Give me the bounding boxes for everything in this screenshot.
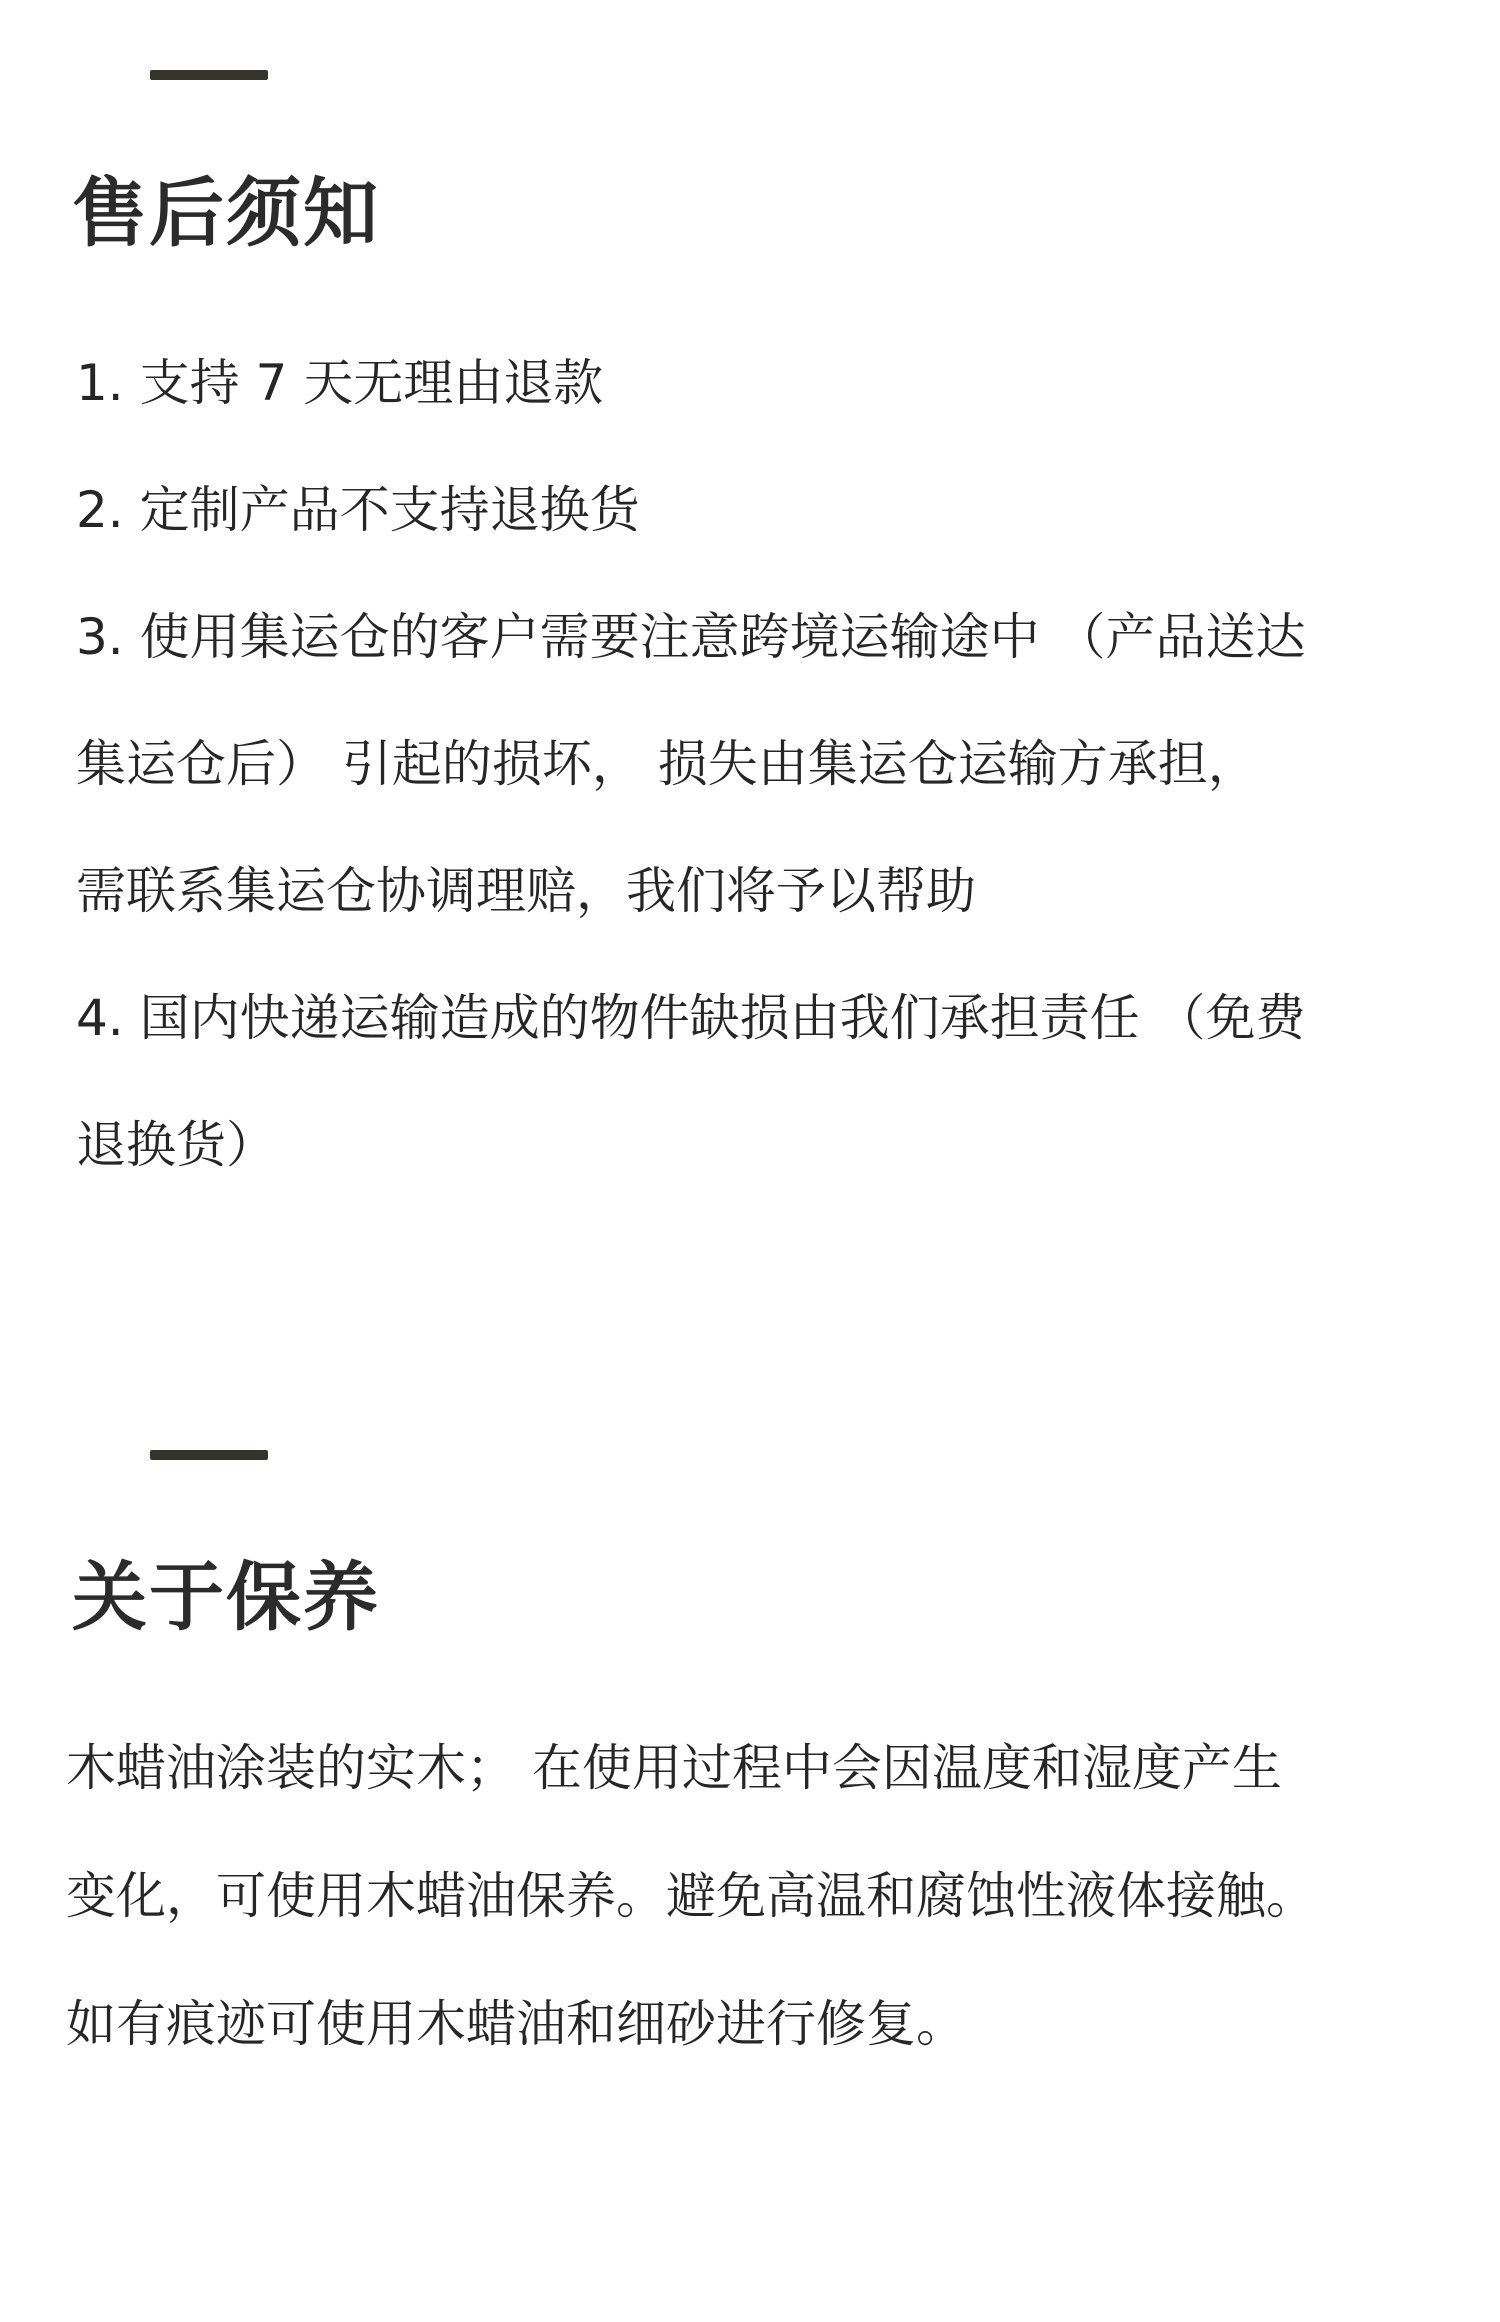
maintenance-line: 如有痕迹可使用木蜡油和细砂进行修复。 — [66, 1995, 966, 2053]
after-sales-line: 需联系集运仓协调理赔，我们将予以帮助 — [76, 862, 976, 920]
after-sales-line: 4. 国内快递运输造成的物件缺损由我们承担责任 （免费 — [76, 989, 1306, 1047]
section-divider-maintenance — [150, 1450, 268, 1460]
after-sales-line: 退换货） — [76, 1116, 276, 1174]
after-sales-line: 3. 使用集运仓的客户需要注意跨境运输途中 （产品送达 — [76, 608, 1306, 666]
maintenance-line: 变化，可使用木蜡油保养。避免高温和腐蚀性液体接触。 — [66, 1867, 1316, 1925]
after-sales-line: 1. 支持 7 天无理由退款 — [76, 354, 604, 412]
after-sales-line: 2. 定制产品不支持退换货 — [76, 481, 640, 539]
maintenance-line: 木蜡油涂装的实木； 在使用过程中会因温度和湿度产生 — [66, 1739, 1282, 1797]
maintenance-title: 关于保养 — [72, 1553, 381, 1641]
after-sales-title: 售后须知 — [72, 169, 381, 257]
after-sales-line: 集运仓后） 引起的损坏， 损失由集运仓运输方承担， — [76, 735, 1258, 793]
section-divider-after-sales — [150, 70, 268, 80]
